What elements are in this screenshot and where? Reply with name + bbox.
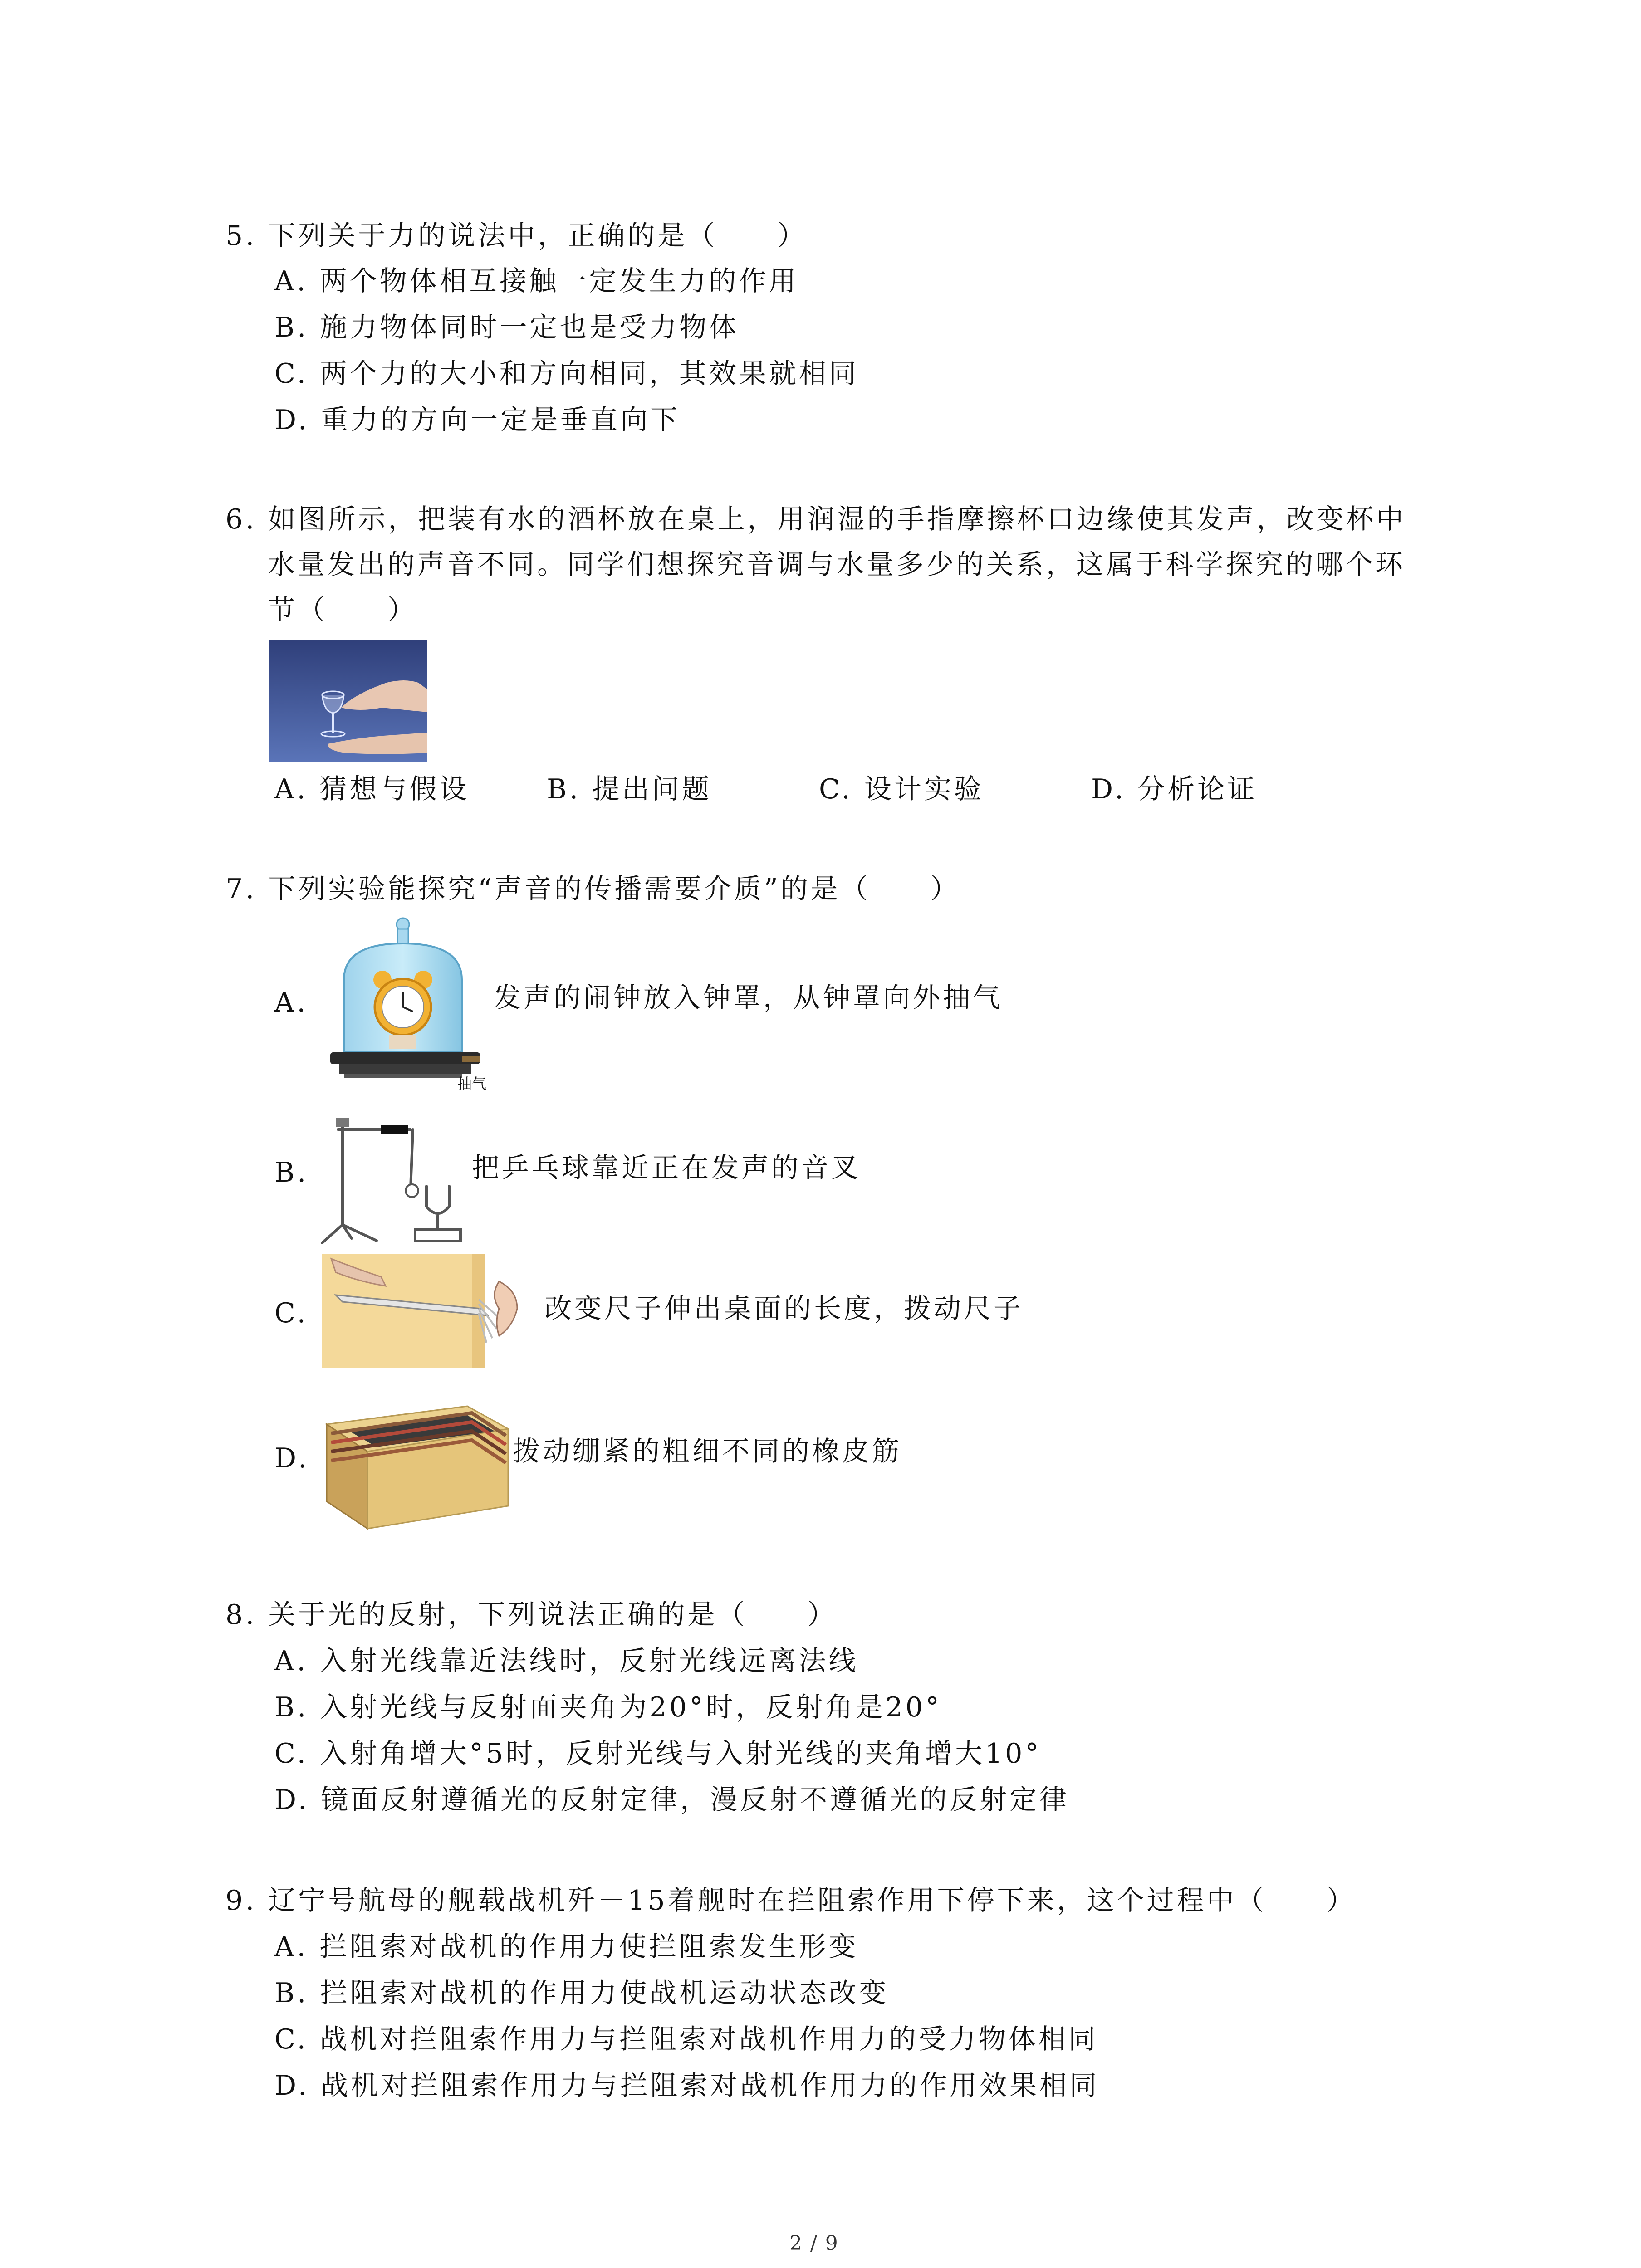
bell-jar-figure xyxy=(326,916,498,1102)
q8-option-b: B. 入射光线与反射面夹角为20°时，反射角是20° xyxy=(274,1691,942,1723)
q9-option-c: C. 战机对拦阻索作用力与拦阻索对战机作用力的受力物体相同 xyxy=(274,2024,1098,2055)
q7-option-a-text: 发声的闹钟放入钟罩，从钟罩向外抽气 xyxy=(494,982,1003,1014)
q7-stem: 7. 下列实验能探究“声音的传播需要介质”的是（ ） xyxy=(225,873,960,905)
q8-stem: 8. 关于光的反射，下列说法正确的是（ ） xyxy=(225,1599,838,1631)
q8-option-c: C. 入射角增大°5时，反射光线与入射光线的夹角增大10° xyxy=(274,1738,1042,1769)
q7-option-c-letter: C. xyxy=(274,1297,309,1329)
q9-option-d: D. 战机对拦阻索作用力与拦阻索对战机作用力的作用效果相同 xyxy=(274,2070,1100,2102)
q5-stem: 5. 下列关于力的说法中，正确的是（ ） xyxy=(225,220,808,252)
q5-option-c: C. 两个力的大小和方向相同，其效果就相同 xyxy=(274,358,859,390)
q5-option-d: D. 重力的方向一定是垂直向下 xyxy=(274,404,681,436)
q5-option-a: A. 两个物体相互接触一定发生力的作用 xyxy=(274,265,799,297)
q7-option-b-text: 把乒乓球靠近正在发声的音叉 xyxy=(472,1152,861,1184)
q7-option-a-letter: A. xyxy=(274,987,309,1018)
q6-option-b: B. 提出问题 xyxy=(547,773,712,805)
q9-stem: 9. 辽宁号航母的舰载战机歼－15着舰时在拦阻索作用下停下来，这个过程中（ ） xyxy=(225,1885,1357,1916)
q8-option-d: D. 镜面反射遵循光的反射定律，漫反射不遵循光的反射定律 xyxy=(274,1784,1070,1816)
rubber-band-box-figure xyxy=(322,1388,513,1533)
q8-option-a: A. 入射光线靠近法线时，反射光线远离法线 xyxy=(274,1645,859,1677)
q5-option-b: B. 施力物体同时一定也是受力物体 xyxy=(274,312,740,343)
q6-stem-line-1: 6. 如图所示，把装有水的酒杯放在桌上，用润湿的手指摩擦杯口边缘使其发声，改变杯中 xyxy=(225,503,1406,535)
wine-glass-photo xyxy=(269,640,427,762)
q7-option-d-text: 拨动绷紧的粗细不同的橡皮筋 xyxy=(513,1436,902,1467)
ruler-on-desk-figure xyxy=(318,1250,544,1372)
q6-stem-line-2: 水量发出的声音不同。同学们想探究音调与水量多少的关系，这属于科学探究的哪个环 xyxy=(268,549,1406,581)
q6-option-c: C. 设计实验 xyxy=(819,773,984,805)
q6-option-d: D. 分析论证 xyxy=(1091,773,1258,805)
pump-out-label: 抽气 xyxy=(457,1075,487,1092)
q9-option-a: A. 拦阻索对战机的作用力使拦阻索发生形变 xyxy=(274,1931,859,1963)
page-number: 2 / 9 xyxy=(789,2232,839,2255)
q6-stem-line-3: 节（ ） xyxy=(268,594,417,626)
q7-option-d-letter: D. xyxy=(274,1442,310,1474)
q7-option-b-letter: B. xyxy=(274,1157,309,1188)
q9-option-b: B. 拦阻索对战机的作用力使战机运动状态改变 xyxy=(274,1977,889,2009)
q6-option-a: A. 猜想与假设 xyxy=(274,773,470,805)
tuning-fork-figure xyxy=(318,1102,481,1252)
q7-option-c-text: 改变尺子伸出桌面的长度，拨动尺子 xyxy=(544,1293,1024,1325)
